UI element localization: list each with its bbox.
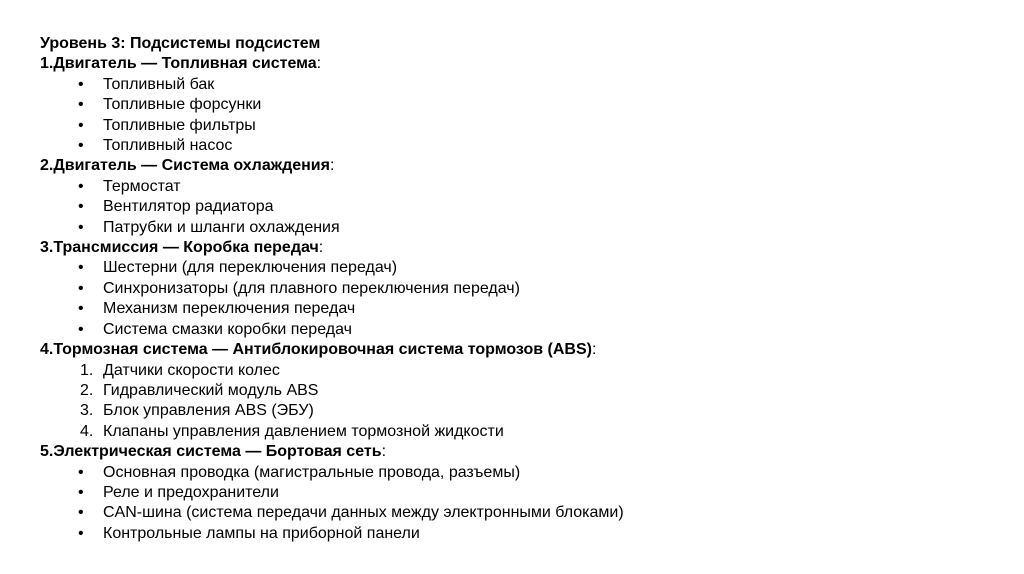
list-item — [40, 483, 1004, 503]
list-item — [40, 299, 1004, 319]
number-marker: 3. — [80, 402, 94, 420]
list-item — [40, 177, 1004, 197]
slide-title: Уровень 3: Подсистемы подсистем — [40, 35, 321, 52]
list-item-text: CAN-шина (система передачи данных между электронными блоками) — [103, 504, 624, 522]
list-item-text: Основная проводка (магистральные провода, разъемы) — [103, 463, 521, 481]
section-1-heading-colon: : — [316, 55, 322, 73]
list-item-text: Топливные фильтры — [103, 116, 256, 134]
section-1-heading — [40, 54, 1004, 74]
bullet-marker: • — [78, 198, 84, 216]
number-marker: 2. — [80, 381, 94, 399]
list-item — [40, 381, 1004, 401]
list-item — [40, 422, 1004, 442]
bullet-marker: • — [78, 524, 84, 542]
list-item-text: Клапаны управления давлением тормозной жидкости — [103, 422, 504, 440]
list-item-text: Система смазки коробки передач — [103, 320, 352, 338]
section-3-heading — [40, 238, 1004, 258]
section-3-heading-text: 3.Трансмиссия — Коробка передач — [40, 239, 319, 257]
bullet-marker: • — [78, 96, 84, 114]
list-item-text: Блок управления ABS (ЭБУ) — [103, 402, 314, 420]
list-item — [40, 258, 1004, 278]
list-item — [40, 116, 1004, 136]
bullet-marker: • — [78, 300, 84, 318]
bullet-marker: • — [78, 75, 84, 93]
section-5-heading-colon: : — [381, 443, 387, 461]
list-item — [40, 503, 1004, 523]
list-item — [40, 361, 1004, 381]
number-marker: 4. — [80, 422, 94, 440]
section-4-heading-colon: : — [591, 341, 597, 359]
list-item — [40, 279, 1004, 299]
bullet-marker: • — [78, 259, 84, 277]
list-item-text: Механизм переключения передач — [103, 300, 356, 318]
section-4-heading — [40, 340, 1004, 360]
bullet-marker: • — [78, 504, 84, 522]
bullet-marker: • — [78, 137, 84, 155]
list-item-text: Гидравлический модуль ABS — [103, 381, 319, 399]
number-marker: 1. — [80, 361, 94, 379]
section-5-heading — [40, 442, 1004, 462]
bullet-marker: • — [78, 218, 84, 236]
list-item — [40, 197, 1004, 217]
section-2-heading-colon: : — [329, 157, 335, 175]
bullet-marker: • — [78, 116, 84, 134]
list-item-text: Топливный бак — [103, 75, 215, 93]
bullet-marker: • — [78, 177, 84, 195]
list-item — [40, 524, 1004, 544]
list-item — [40, 95, 1004, 115]
section-4-heading-text: 4.Тормозная система — Антиблокировочная система тормозов (ABS) — [40, 341, 592, 359]
list-item-text: Топливные форсунки — [103, 96, 262, 114]
section-3-heading-colon: : — [318, 239, 324, 257]
list-item-text: Реле и предохранители — [103, 483, 279, 501]
bullet-marker: • — [78, 463, 84, 481]
bullet-marker: • — [78, 320, 84, 338]
list-item-text: Контрольные лампы на приборной панели — [103, 524, 420, 542]
list-item — [40, 401, 1004, 421]
list-item — [40, 463, 1004, 483]
section-1-heading-text: 1.Двигатель — Топливная система — [40, 55, 317, 73]
section-2-heading-text: 2.Двигатель — Система охлаждения — [40, 157, 330, 175]
list-item — [40, 75, 1004, 95]
list-item-text: Шестерни (для переключения передач) — [103, 259, 398, 277]
list-item-text: Синхронизаторы (для плавного переключения передач) — [103, 279, 520, 297]
section-5-heading-text: 5.Электрическая система — Бортовая сеть — [40, 443, 382, 461]
list-item-text: Датчики скорости колес — [103, 361, 280, 379]
bullet-marker: • — [78, 279, 84, 297]
list-item-text: Вентилятор радиатора — [103, 198, 274, 216]
list-item-text: Топливный насос — [103, 137, 233, 155]
section-2-heading — [40, 156, 1004, 176]
list-item — [40, 136, 1004, 156]
bullet-marker: • — [78, 483, 84, 501]
list-item — [40, 320, 1004, 340]
list-item-text: Патрубки и шланги охлаждения — [103, 218, 340, 236]
list-item — [40, 218, 1004, 238]
list-item-text: Термостат — [103, 177, 181, 195]
